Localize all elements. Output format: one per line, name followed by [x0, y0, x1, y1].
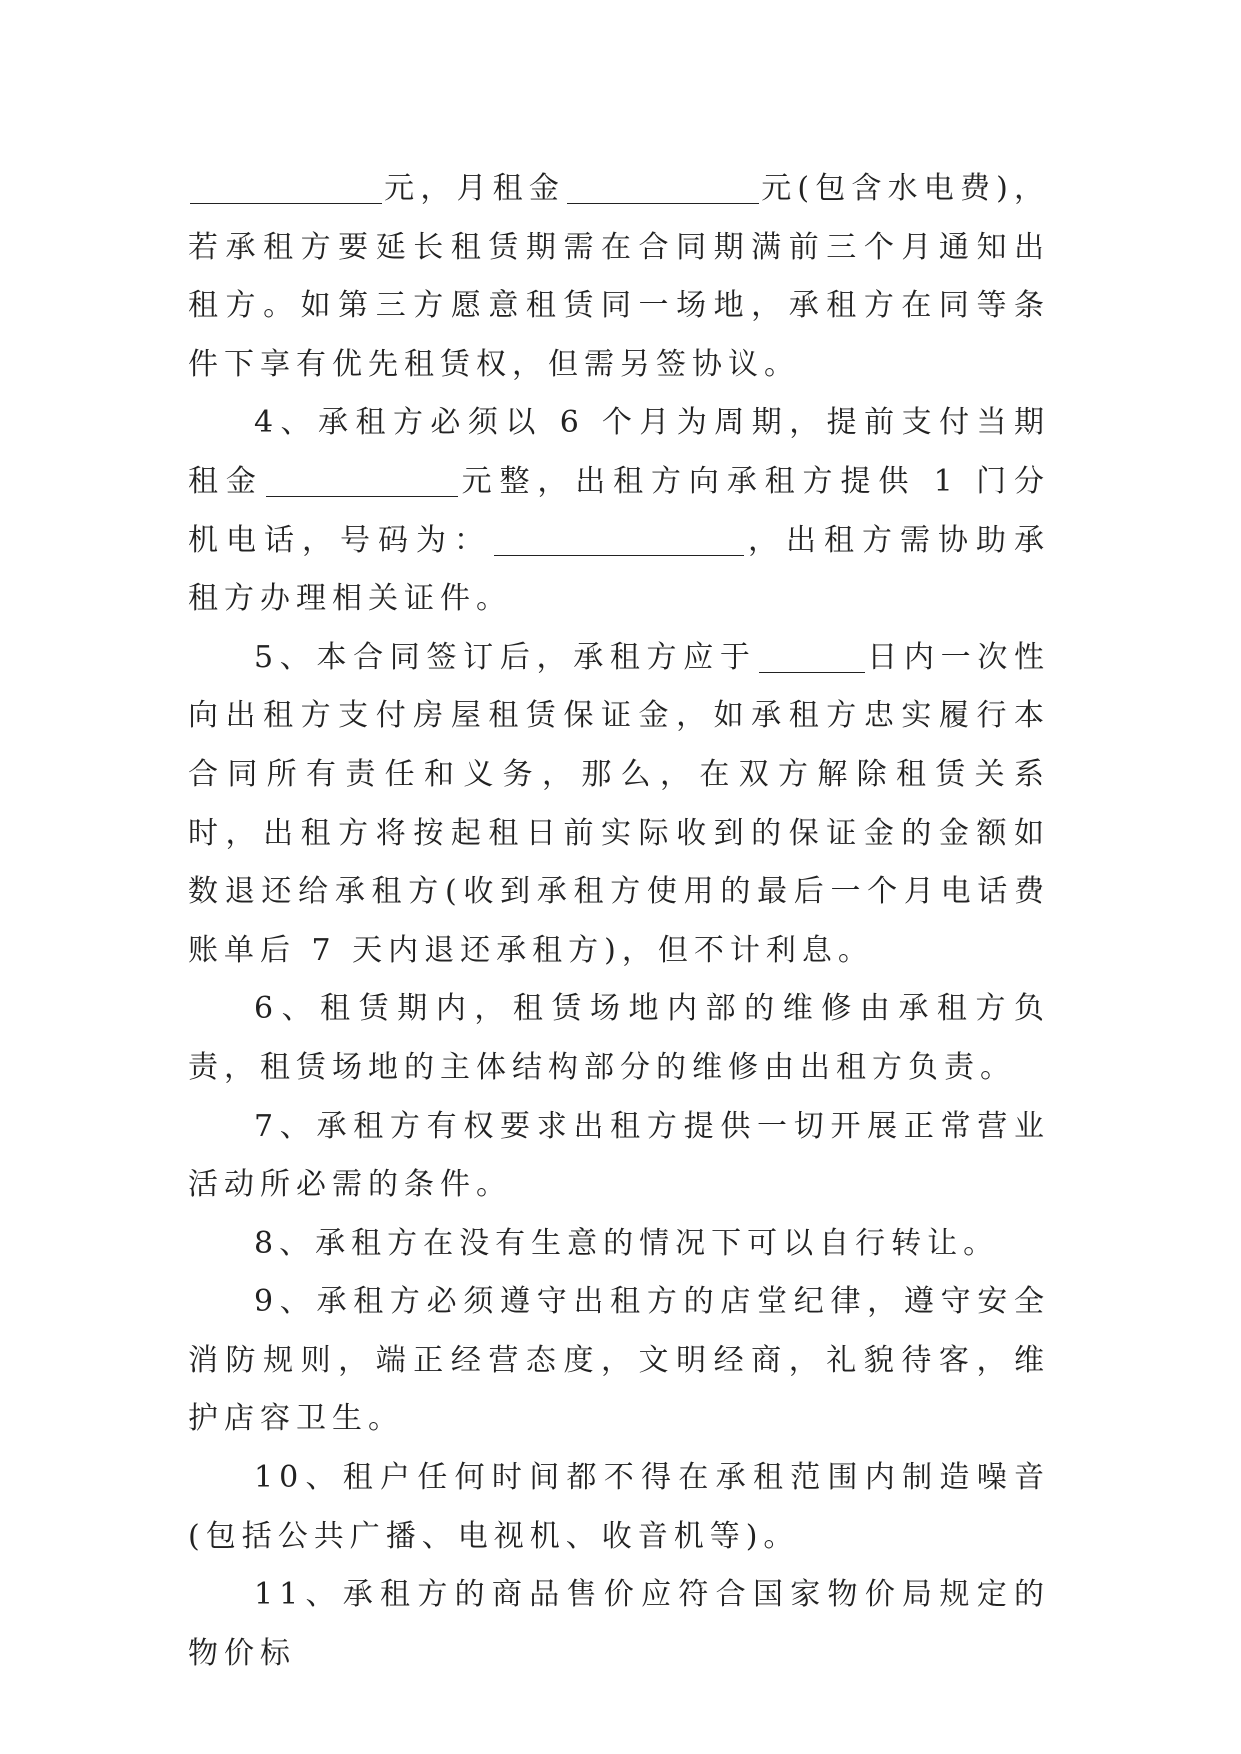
blank-field-period-rent	[266, 464, 458, 497]
blank-field-phone-number	[494, 523, 744, 556]
blank-field-days	[759, 640, 865, 673]
paragraph-9: 9、承租方必须遵守出租方的店堂纪律，遵守安全消防规则，端正经营态度，文明经商，礼貌待客，维护店容卫生。	[188, 1284, 1050, 1437]
blank-field-monthly-rent	[567, 171, 759, 204]
paragraph-5: 5、本合同签订后，承租方应于 日内一次性向出租方支付房屋租赁保证金，如承租方忠实履行本合同所有责任和义务，那么，在双方解除租赁关系时，出租方将按起租日前实际收到的保证金的金额如数退还给承租方(收到承租方使用的最后一个月电话费账单后 7 天内退还承租方)，但不计利息。	[188, 639, 1051, 968]
blank-field-deposit	[190, 171, 382, 204]
paragraph-6: 6、租赁期内，租赁场地内部的维修由承租方负责，租赁场地的主体结构部分的维修由出租方负责。	[188, 991, 1050, 1085]
document-page	[188, 160, 1050, 1683]
paragraph-7: 7、承租方有权要求出租方提供一切开展正常营业活动所必需的条件。	[188, 1108, 1050, 1203]
paragraph-3-continued: 元，月租金 元(包含水电费)，若承租方要延长租赁期需在合同期满前三个月通知出租方。如第三方愿意租赁同一场地，承租方在同等条件下享有优先租赁权，但需另签协议。	[188, 171, 1050, 382]
paragraph-4: 4、承租方必须以 6 个月为周期，提前支付当期租金 元整，出租方向承租方提供 1 门分机电话，号码为： ，出租方需协助承租方办理相关证件。	[188, 405, 1050, 617]
paragraph-8: 8、承租方在没有生意的情况下可以自行转让。	[254, 1225, 1000, 1261]
paragraph-10: 10、租户任何时间都不得在承租范围内制造噪音(包括公共广播、电视机、收音机等)。	[188, 1460, 1050, 1554]
paragraph-11: 11、承租方的商品售价应符合国家物价局规定的物价标	[188, 1577, 1050, 1671]
